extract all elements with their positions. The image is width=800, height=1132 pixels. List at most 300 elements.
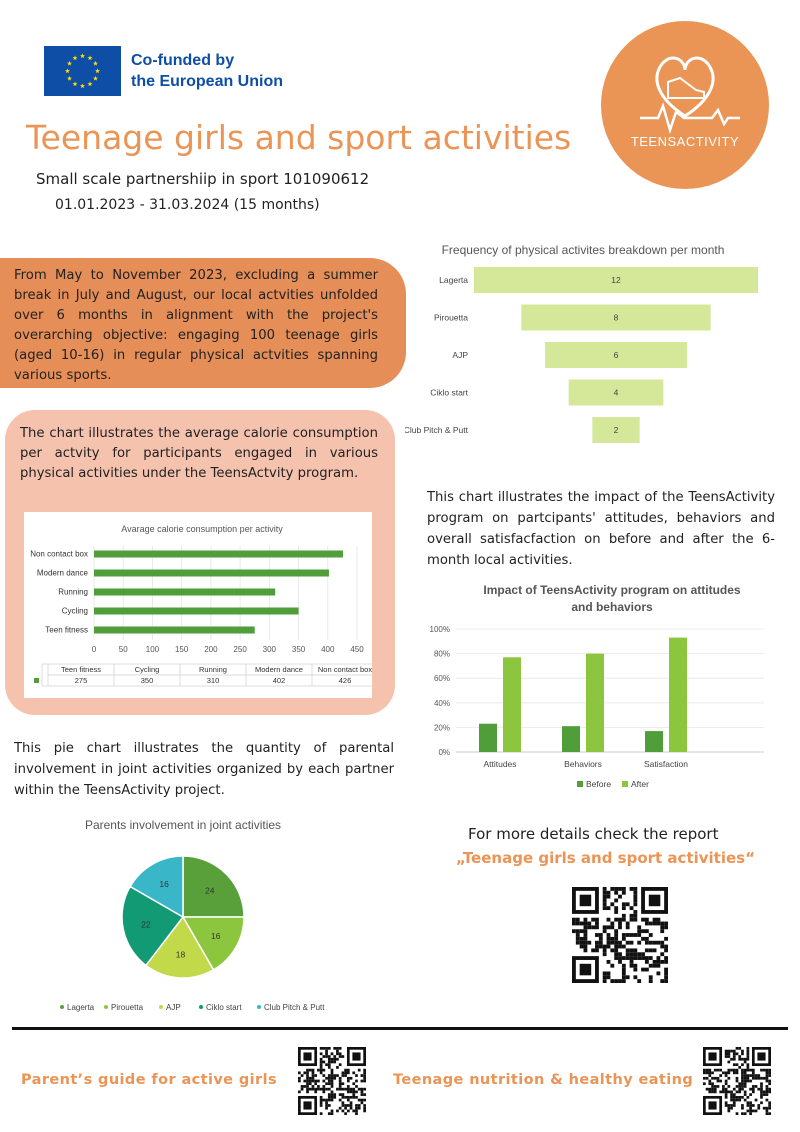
qr-module (768, 1104, 771, 1107)
qr-module (603, 979, 607, 983)
qr-module (622, 971, 626, 975)
qr-module (727, 1107, 730, 1110)
calorie-chart-title: Avarage calorie consumption per activity (121, 524, 283, 534)
qr-module (344, 1074, 347, 1077)
qr-module (736, 1069, 739, 1072)
impact-bar (562, 726, 580, 752)
qr-module (733, 1101, 736, 1104)
qr-module (736, 1099, 739, 1102)
qr-module (744, 1069, 747, 1072)
qr-module (603, 975, 607, 979)
qr-module (725, 1101, 728, 1104)
qr-module (656, 922, 660, 926)
qr-module (749, 1080, 752, 1083)
qr-module (317, 1080, 320, 1083)
qr-module (752, 1091, 755, 1094)
frequency-value-label: 8 (613, 312, 619, 323)
qr-module (738, 1047, 741, 1050)
qr-module (719, 1074, 722, 1077)
qr-module (766, 1099, 769, 1102)
qr-module (660, 922, 664, 926)
calorie-tick-label: 100 (145, 645, 160, 654)
frequency-category-label: AJP (452, 350, 468, 360)
qr-module (603, 902, 607, 906)
qr-module (645, 922, 649, 926)
qr-module (733, 1058, 736, 1061)
qr-module (760, 1085, 763, 1088)
qr-module (328, 1088, 331, 1091)
qr-module (317, 1088, 320, 1091)
qr-module (763, 1069, 766, 1072)
pie-legend-key (104, 1005, 108, 1009)
qr-module (749, 1104, 752, 1107)
qr-module (711, 1077, 714, 1080)
qr-module (711, 1082, 714, 1085)
qr-module (653, 918, 657, 922)
footer-nutrition-guide[interactable]: Teenage nutrition & healthy eating (393, 1072, 694, 1088)
eu-star (80, 83, 85, 88)
qr-module (633, 933, 637, 937)
eu-star (73, 81, 78, 86)
qr-module (355, 1112, 358, 1115)
qr-module (312, 1074, 315, 1077)
qr-module (618, 922, 622, 926)
eu-star (93, 76, 98, 81)
qr-module (344, 1107, 347, 1110)
qr-module (591, 948, 595, 952)
calorie-category-label: Teen fitness (45, 625, 88, 635)
calorie-text: The chart illustrates the average calorie consumption per actvity for participants engaged in various physical activities under the TeensActvity program. (20, 426, 378, 481)
qr-module (309, 1069, 312, 1072)
qr-module (331, 1074, 334, 1077)
pie-chart-title: Parents involvement in joint activities (84, 818, 282, 832)
qr-module (649, 956, 653, 960)
qr-module (328, 1093, 331, 1096)
qr-module (325, 1077, 328, 1080)
qr-module (760, 1069, 763, 1072)
qr-module (320, 1058, 323, 1061)
qr-module (347, 1104, 350, 1107)
details-text: For more details check the report (468, 825, 719, 843)
qr-module (641, 952, 645, 956)
nutrition-qr-code[interactable] (703, 1047, 771, 1115)
qr-module (298, 1077, 301, 1080)
qr-module (722, 1088, 725, 1091)
qr-finder-eye (303, 1052, 311, 1060)
qr-module (633, 918, 637, 922)
qr-module (339, 1093, 342, 1096)
qr-module (626, 933, 630, 937)
qr-module (331, 1071, 334, 1074)
qr-module (738, 1091, 741, 1094)
qr-module (736, 1063, 739, 1066)
qr-module (626, 952, 630, 956)
qr-module (331, 1080, 334, 1083)
qr-module (747, 1096, 750, 1099)
qr-module (610, 922, 614, 926)
impact-legend-key (577, 781, 583, 787)
qr-module (303, 1085, 306, 1088)
qr-module (320, 1069, 323, 1072)
calorie-category-label: Non contact box (30, 549, 88, 559)
qr-module (630, 906, 634, 910)
qr-module (637, 925, 641, 929)
qr-module (595, 922, 599, 926)
qr-module (352, 1071, 355, 1074)
qr-module (614, 887, 618, 891)
qr-module (722, 1071, 725, 1074)
qr-module (320, 1071, 323, 1074)
qr-module (768, 1101, 771, 1104)
impact-bar (479, 724, 497, 752)
qr-module (622, 968, 626, 972)
qr-module (730, 1099, 733, 1102)
qr-module (603, 887, 607, 891)
qr-module (350, 1091, 353, 1094)
qr-module (747, 1110, 750, 1113)
frequency-chart (405, 236, 775, 446)
qr-module (645, 956, 649, 960)
calorie-tick-label: 400 (321, 645, 335, 654)
qr-module (622, 933, 626, 937)
qr-module (660, 960, 664, 964)
qr-module (633, 887, 637, 891)
qr-module (603, 895, 607, 899)
qr-module (312, 1088, 315, 1091)
qr-module (708, 1082, 711, 1085)
qr-module (342, 1104, 345, 1107)
qr-module (352, 1093, 355, 1096)
qr-module (618, 945, 622, 949)
qr-module (342, 1096, 345, 1099)
qr-module (614, 945, 618, 949)
frequency-category-label: Club Pitch & Putt (405, 425, 468, 435)
pie-legend-label: AJP (166, 1003, 181, 1012)
qr-module (303, 1071, 306, 1074)
logo-wordmark: TEENSACTIVITY (630, 134, 740, 149)
qr-module (714, 1077, 717, 1080)
qr-module (322, 1088, 325, 1091)
pie-legend-label: Pirouetta (111, 1003, 144, 1012)
qr-module (660, 952, 664, 956)
qr-finder-eye (757, 1052, 765, 1060)
qr-module (630, 948, 634, 952)
qr-module (309, 1080, 312, 1083)
qr-module (618, 952, 622, 956)
qr-module (733, 1096, 736, 1099)
qr-module (714, 1085, 717, 1088)
qr-module (741, 1085, 744, 1088)
qr-module (736, 1091, 739, 1094)
report-link[interactable]: „Teenage girls and sport activities“ (456, 849, 755, 867)
impact-tick-label: 20% (433, 723, 450, 733)
qr-module (747, 1063, 750, 1066)
qr-module (363, 1110, 366, 1113)
qr-module (733, 1055, 736, 1058)
qr-module (331, 1099, 334, 1102)
qr-module (306, 1077, 309, 1080)
qr-module (622, 918, 626, 922)
qr-module (744, 1085, 747, 1088)
qr-module (614, 937, 618, 941)
qr-module (656, 964, 660, 968)
qr-module (768, 1080, 771, 1083)
qr-module (744, 1074, 747, 1077)
qr-module (361, 1074, 364, 1077)
eu-star (80, 53, 85, 58)
qr-module (607, 918, 611, 922)
impact-chart-title-line2: and behaviors (571, 600, 653, 614)
qr-module (664, 925, 668, 929)
qr-module (649, 975, 653, 979)
qr-module (312, 1077, 315, 1080)
qr-module (342, 1093, 345, 1096)
qr-module (738, 1066, 741, 1069)
qr-module (317, 1069, 320, 1072)
qr-module (622, 975, 626, 979)
qr-module (760, 1082, 763, 1085)
qr-module (749, 1093, 752, 1096)
qr-module (727, 1077, 730, 1080)
qr-module (363, 1071, 366, 1074)
qr-module (766, 1107, 769, 1110)
qr-module (733, 1069, 736, 1072)
qr-module (752, 1077, 755, 1080)
qr-module (306, 1085, 309, 1088)
qr-module (607, 975, 611, 979)
qr-module (637, 956, 641, 960)
qr-module (339, 1088, 342, 1091)
qr-module (656, 918, 660, 922)
calorie-category-label: Running (58, 587, 88, 597)
qr-module (580, 929, 584, 933)
page-title: Teenage girls and sport activities (26, 118, 572, 157)
qr-module (708, 1080, 711, 1083)
qr-module (328, 1104, 331, 1107)
eu-line-1: Co-funded by (131, 52, 235, 69)
qr-module (741, 1080, 744, 1083)
qr-module (358, 1099, 361, 1102)
qr-module (336, 1047, 339, 1050)
qr-module (618, 918, 622, 922)
qr-module (656, 971, 660, 975)
frequency-value-label: 12 (611, 275, 621, 285)
qr-module (741, 1096, 744, 1099)
qr-module (645, 948, 649, 952)
qr-module (725, 1052, 728, 1055)
qr-module (741, 1104, 744, 1107)
pie-legend-label: Ciklo start (206, 1003, 242, 1012)
qr-module (320, 1088, 323, 1091)
qr-module (733, 1063, 736, 1066)
qr-module (347, 1071, 350, 1074)
qr-module (738, 1055, 741, 1058)
qr-module (333, 1055, 336, 1058)
teensactivity-logo (600, 20, 770, 190)
qr-module (741, 1112, 744, 1115)
qr-module (328, 1066, 331, 1069)
qr-module (725, 1088, 728, 1091)
qr-module (757, 1107, 760, 1110)
qr-module (314, 1091, 317, 1094)
qr-module (309, 1077, 312, 1080)
qr-module (664, 971, 668, 975)
qr-module (738, 1099, 741, 1102)
qr-module (653, 964, 657, 968)
qr-module (744, 1112, 747, 1115)
qr-module (347, 1110, 350, 1113)
pie-text: This pie chart illustrates the quantity of parental involvement in joint activities organized by each partner within the TeensActivity project. (14, 741, 394, 798)
qr-module (603, 891, 607, 895)
qr-module (622, 979, 626, 983)
qr-module (584, 945, 588, 949)
qr-module (618, 979, 622, 983)
qr-module (749, 1107, 752, 1110)
qr-module (587, 925, 591, 929)
qr-module (358, 1088, 361, 1091)
qr-module (708, 1091, 711, 1094)
pie-chart (20, 812, 360, 1022)
impact-legend-key (622, 781, 628, 787)
calorie-table-value: 310 (206, 676, 220, 685)
qr-module (333, 1074, 336, 1077)
eu-star (88, 55, 93, 60)
impact-bar (586, 654, 604, 752)
qr-module (328, 1096, 331, 1099)
qr-module (363, 1107, 366, 1110)
qr-module (768, 1074, 771, 1077)
qr-module (336, 1050, 339, 1053)
eu-star (73, 55, 78, 60)
qr-module (342, 1071, 345, 1074)
qr-module (344, 1069, 347, 1072)
qr-module (736, 1047, 739, 1050)
qr-module (768, 1107, 771, 1110)
qr-module (322, 1047, 325, 1050)
qr-module (760, 1096, 763, 1099)
qr-module (322, 1099, 325, 1102)
qr-module (607, 895, 611, 899)
qr-module (314, 1082, 317, 1085)
impact-bar (503, 657, 521, 752)
calorie-table-header: Non contact box (317, 665, 372, 674)
qr-module (306, 1082, 309, 1085)
footer-parents-guide[interactable]: Parent’s guide for active girls (21, 1072, 277, 1088)
qr-module (339, 1052, 342, 1055)
qr-module (752, 1069, 755, 1072)
frequency-chart-title: Frequency of physical activites breakdown per month (441, 243, 725, 257)
qr-module (347, 1091, 350, 1094)
parents-guide-qr-code[interactable] (298, 1047, 366, 1115)
qr-module (331, 1096, 334, 1099)
qr-module (763, 1093, 766, 1096)
qr-module (653, 948, 657, 952)
qr-module (328, 1047, 331, 1050)
qr-module (768, 1071, 771, 1074)
qr-module (630, 887, 634, 891)
qr-module (603, 929, 607, 933)
qr-module (355, 1085, 358, 1088)
qr-module (633, 948, 637, 952)
qr-module (339, 1080, 342, 1083)
qr-module (730, 1050, 733, 1053)
qr-module (622, 964, 626, 968)
qr-module (322, 1074, 325, 1077)
qr-module (584, 941, 588, 945)
frequency-category-label: Lagerta (439, 275, 468, 285)
qr-module (706, 1071, 709, 1074)
impact-tick-label: 80% (433, 649, 450, 659)
qr-module (733, 1093, 736, 1096)
qr-module (760, 1091, 763, 1094)
qr-module (361, 1080, 364, 1083)
qr-module (342, 1082, 345, 1085)
qr-module (584, 925, 588, 929)
qr-module (736, 1112, 739, 1115)
qr-module (708, 1088, 711, 1091)
qr-module (717, 1085, 720, 1088)
qr-module (722, 1085, 725, 1088)
qr-module (641, 918, 645, 922)
qr-module (747, 1080, 750, 1083)
qr-module (355, 1110, 358, 1113)
qr-module (320, 1063, 323, 1066)
qr-module (580, 937, 584, 941)
qr-module (744, 1080, 747, 1083)
report-qr-code[interactable] (572, 887, 668, 983)
qr-module (664, 975, 668, 979)
qr-module (708, 1071, 711, 1074)
qr-module (626, 925, 630, 929)
qr-module (584, 929, 588, 933)
qr-module (317, 1085, 320, 1088)
impact-legend-label: After (631, 779, 649, 789)
qr-module (618, 960, 622, 964)
qr-module (708, 1069, 711, 1072)
qr-module (733, 1088, 736, 1091)
pie-legend-key (159, 1005, 163, 1009)
qr-module (331, 1091, 334, 1094)
qr-module (727, 1052, 730, 1055)
qr-module (727, 1061, 730, 1064)
qr-module (725, 1071, 728, 1074)
qr-module (320, 1066, 323, 1069)
qr-finder-eye (352, 1052, 360, 1060)
qr-module (736, 1096, 739, 1099)
qr-module (614, 929, 618, 933)
qr-module (719, 1069, 722, 1072)
qr-module (336, 1088, 339, 1091)
qr-module (607, 891, 611, 895)
impact-tick-label: 40% (433, 698, 450, 708)
impact-chart-title-line1: Impact of TeensActivity program on attitudes (483, 583, 741, 597)
qr-module (637, 952, 641, 956)
qr-module (630, 918, 634, 922)
qr-module (664, 937, 668, 941)
qr-module (749, 1112, 752, 1115)
qr-module (361, 1088, 364, 1091)
qr-module (610, 902, 614, 906)
qr-module (738, 1085, 741, 1088)
qr-module (747, 1047, 750, 1050)
qr-module (622, 937, 626, 941)
qr-module (741, 1052, 744, 1055)
qr-module (358, 1104, 361, 1107)
qr-module (725, 1074, 728, 1077)
qr-module (738, 1088, 741, 1091)
qr-module (633, 956, 637, 960)
qr-module (363, 1093, 366, 1096)
